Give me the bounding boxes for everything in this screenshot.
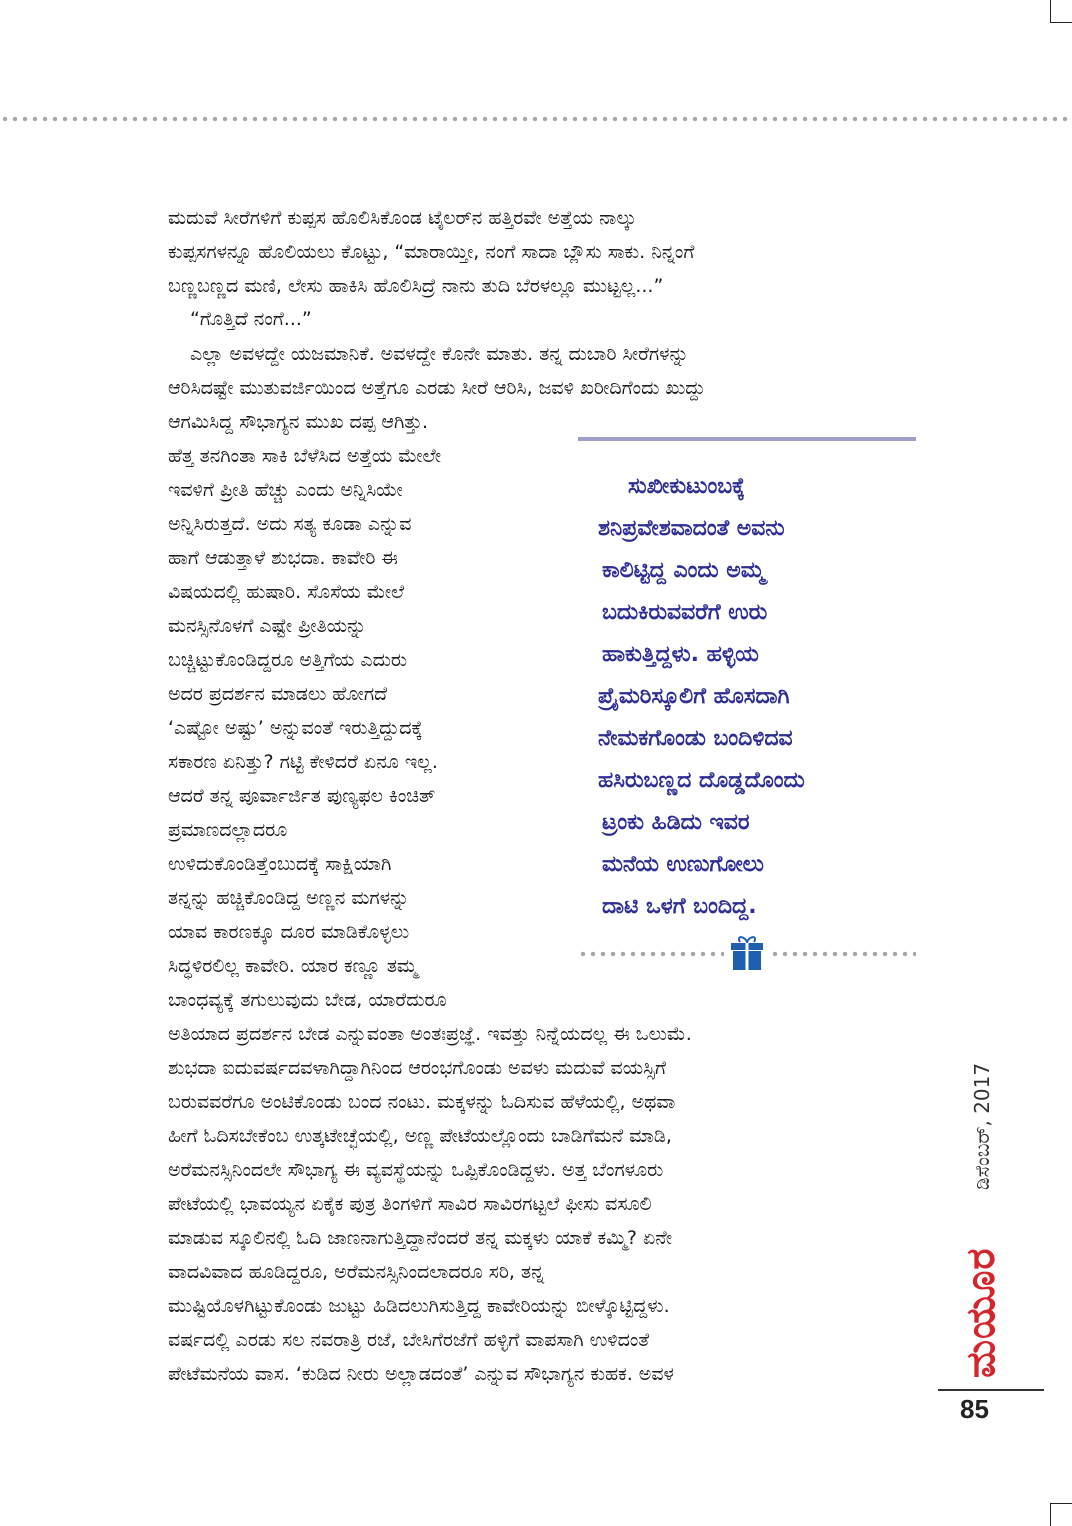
column-line: ಸಿದ್ಧಳಿರಲಿಲ್ಲ ಕಾವೇರಿ. ಯಾರ ಕಣ್ಣೂ ತಮ್ಮ xyxy=(168,955,418,977)
column-line: ‘ಎಷ್ಟೋ ಅಷ್ಟು’ ಅನ್ನುವಂತೆ ಇರುತ್ತಿದ್ದುದಕ್ಕೆ xyxy=(168,717,423,739)
body-line: ಮುಷ್ಟಿಯೊಳಗಿಟ್ಟುಕೊಂಡು ಜುಟ್ಟು ಹಿಡಿದಲುಗಿಸುತ್ತಿದ್ದ ಕಾವೇರಿಯನ್ನು ಬೀಳ್ಕೊಟ್ಟಿದ್ದಳು. xyxy=(168,1295,670,1317)
pull-quote-dotted-rule-left xyxy=(578,951,724,957)
body-line: ಪೇಟೆಮನೆಯ ವಾಸ. ‘ಕುಡಿದ ನೀರು ಅಲ್ಲಾಡದಂತೆ’ ಎನ್ನುವ ಸೌಭಾಗ್ಯನ ಕುಹಕ. ಅವಳ xyxy=(168,1363,674,1385)
body-line: ಆಗಮಿಸಿದ್ದ ಸೌಭಾಗ್ಯನ ಮುಖ ದಪ್ಪ ಆಗಿತ್ತು. xyxy=(168,411,429,433)
page-number: 85 xyxy=(960,1394,989,1424)
top-dotted-rule xyxy=(0,116,1072,122)
column-line: ಆದರೆ ತನ್ನ ಪೂರ್ವಾರ್ಜಿತ ಪುಣ್ಯಫಲ ಕಿಂಚಿತ್ xyxy=(168,785,436,807)
body-line: ಎಲ್ಲಾ ಅವಳದ್ದೇ ಯಜಮಾನಿಕೆ. ಅವಳದ್ದೇ ಕೊನೇ ಮಾತು. ತನ್ನ ದುಬಾರಿ ಸೀರೆಗಳನ್ನು xyxy=(190,343,689,365)
pull-quote-line: ಹಾಕುತ್ತಿದ್ದಳು. ಹಳ್ಳಿಯ xyxy=(602,642,759,667)
column-line: ಇವಳಿಗೆ ಪ್ರೀತಿ ಹೆಚ್ಚು ಎಂದು ಅನ್ನಿಸಿಯೇ xyxy=(168,479,403,501)
body-line: ಅರೆಮನಸ್ಸಿನಿಂದಲೇ ಸೌಭಾಗ್ಯ ಈ ವ್ಯವಸ್ಥೆಯನ್ನು ಒಪ್ಪಿಕೊಂಡಿದ್ದಳು. ಅತ್ತ ಬೆಂಗಳೂರು xyxy=(168,1159,664,1181)
pull-quote-dotted-rule-right xyxy=(770,951,916,957)
page-number-rule xyxy=(938,1389,1044,1391)
column-line: ಹಾಗೆ ಆಡುತ್ತಾಳೆ ಶುಭದಾ. ಕಾವೇರಿ ಈ xyxy=(168,547,398,569)
column-line: ತನ್ನನ್ನು ಹಚ್ಚಿಕೊಂಡಿದ್ದ ಅಣ್ಣನ ಮಗಳನ್ನು xyxy=(168,887,410,909)
column-line: ಪ್ರಮಾಣದಲ್ಲಾದರೂ xyxy=(168,819,288,841)
pull-quote-line: ಕಾಲಿಟ್ಟಿದ್ದ ಎಂದು ಅಮ್ಮ xyxy=(602,558,765,583)
pull-quote-line: ನೇಮಕಗೊಂಡು ಬಂದಿಳಿದವ xyxy=(598,726,793,751)
pull-quote-line: ಬದುಕಿರುವವರೆಗೆ ಉರು xyxy=(602,600,768,625)
column-line: ಬಾಂಧವ್ಯಕ್ಕೆ ತಗುಲುವುದು ಬೇಡ, ಯಾರೆದುರೂ xyxy=(168,989,447,1011)
column-line: ಬಚ್ಚಿಟ್ಟುಕೊಂಡಿದ್ದರೂ ಅತ್ತಿಗೆಯ ಎದುರು xyxy=(168,649,407,671)
pull-quote-line: ದಾಟಿ ಒಳಗೆ ಬಂದಿದ್ದ. xyxy=(602,894,757,919)
crop-mark-top-right xyxy=(1050,0,1072,23)
pull-quote-line: ಸುಖೀಕುಟುಂಬಕ್ಕೆ xyxy=(628,474,746,499)
column-line: ಸಕಾರಣ ಏನಿತ್ತು? ಗಟ್ಟಿ ಕೇಳಿದರೆ ಏನೂ ಇಲ್ಲ. xyxy=(168,751,438,773)
body-line: ಆರಿಸಿದಷ್ಟೇ ಮುತುವರ್ಜಿಯಿಂದ ಅತ್ತೆಗೂ ಎರಡು ಸೀರೆ ಆರಿಸಿ, ಜವಳಿ ಖರೀದಿಗೆಂದು ಖುದ್ದು xyxy=(168,377,706,399)
pull-quote-line: ಪ್ರೈಮರಿಸ್ಕೂಲಿಗೆ ಹೊಸದಾಗಿ xyxy=(598,684,790,709)
column-line: ವಿಷಯದಲ್ಲಿ ಹುಷಾರಿ. ಸೊಸೆಯ ಮೇಲೆ xyxy=(168,581,405,603)
crop-mark-bottom-right xyxy=(1050,1503,1072,1526)
body-line: ಬರುವವರೆಗೂ ಅಂಟಿಕೊಂಡು ಬಂದ ನಂಟು. ಮಕ್ಕಳನ್ನು ಓದಿಸುವ ಹೆಳೆಯಲ್ಲಿ, ಅಥವಾ xyxy=(168,1091,676,1113)
body-line: “ಗೊತ್ತಿದೆ ನಂಗೆ...” xyxy=(190,308,312,330)
pull-quote-line: ಮನೆಯ ಉಣುಗೋಲು xyxy=(602,852,764,877)
column-line: ಅದರ ಪ್ರದರ್ಶನ ಮಾಡಲು ಹೋಗದೆ xyxy=(168,683,388,705)
body-line: ಮಾಡುವ ಸ್ಕೂಲಿನಲ್ಲಿ ಓದಿ ಜಾಣನಾಗುತ್ತಿದ್ದಾನೆಂದರೆ ತನ್ನ ಮಕ್ಕಳು ಯಾಕೆ ಕಮ್ಮಿ? ಏನೇ xyxy=(168,1227,673,1249)
body-line: ವಾದವಿವಾದ ಹೂಡಿದ್ದರೂ, ಅರೆಮನಸ್ಸಿನಿಂದಲಾದರೂ ಸರಿ, ತನ್ನ xyxy=(168,1261,545,1283)
gift-icon xyxy=(728,933,766,971)
body-line: ಬಣ್ಣಬಣ್ಣದ ಮಣಿ, ಲೇಸು ಹಾಕಿಸಿ ಹೊಲಿಸಿದ್ರೆ ನಾನು ತುದಿ ಬೆರಳಲ್ಲೂ ಮುಟ್ಟಲ್ಲ...” xyxy=(168,275,664,297)
column-line: ಹೆತ್ತ ತನಗಿಂತಾ ಸಾಕಿ ಬೆಳೆಸಿದ ಅತ್ತೆಯ ಮೇಲೇ xyxy=(168,445,442,467)
column-line: ಯಾವ ಕಾರಣಕ್ಕೂ ದೂರ ಮಾಡಿಕೊಳ್ಳಲು xyxy=(168,921,410,943)
body-line: ಶುಭದಾ ಐದುವರ್ಷದವಳಾಗಿದ್ದಾಗಿನಿಂದ ಆರಂಭಗೊಂಡು ಅವಳು ಮದುವೆ ವಯಸ್ಸಿಗೆ xyxy=(168,1057,667,1079)
column-line: ಅನ್ನಿಸಿರುತ್ತದೆ. ಅದು ಸತ್ಯ ಕೂಡಾ ಎನ್ನುವ xyxy=(168,513,412,535)
body-line: ಅತಿಯಾದ ಪ್ರದರ್ಶನ ಬೇಡ ಎನ್ನುವಂತಾ ಅಂತಃಪ್ರಜ್ಞೆ. ಇವತ್ತು ನಿನ್ನೆಯದಲ್ಲ ಈ ಒಲುಮೆ. xyxy=(168,1023,692,1045)
body-line: ಕುಪ್ಪಸಗಳನ್ನೂ ಹೊಲಿಯಲು ಕೊಟ್ಟು, “ಮಾರಾಯ್ತೀ, ನಂಗೆ ಸಾದಾ ಬ್ಲೌಸು ಸಾಕು. ನಿನ್ನಂಗೆ xyxy=(168,241,695,263)
column-line: ಉಳಿದುಕೊಂಡಿತ್ತೆಂಬುದಕ್ಕೆ ಸಾಕ್ಷಿಯಾಗಿ xyxy=(168,853,392,875)
column-line: ಮನಸ್ಸಿನೊಳಗೆ ಎಷ್ಟೇ ಪ್ರೀತಿಯನ್ನು xyxy=(168,615,367,637)
pull-quote-top-rule xyxy=(578,437,916,441)
body-line: ಹೀಗೆ ಓದಿಸಬೇಕೆಂಬ ಉತ್ಕಟೇಚ್ಛೆಯಲ್ಲಿ, ಅಣ್ಣ ಪೇಟೆಯಲ್ಲೊಂದು ಬಾಡಿಗೆಮನೆ ಮಾಡಿ, xyxy=(168,1125,672,1147)
body-line: ಮದುವೆ ಸೀರೆಗಳಿಗೆ ಕುಪ್ಪಸ ಹೊಲಿಸಿಕೊಂಡ ಟೈಲರ್‌ನ ಹತ್ತಿರವೇ ಅತ್ತೆಯ ನಾಲ್ಕು xyxy=(168,207,637,229)
body-line: ವರ್ಷದಲ್ಲಿ ಎರಡು ಸಲ ನವರಾತ್ರಿ ರಜೆ, ಬೇಸಿಗೆರಜೆಗೆ ಹಳ್ಳಿಗೆ ವಾಪಸಾಗಿ ಉಳಿದಂತೆ xyxy=(168,1329,650,1351)
pull-quote-line: ಹಸಿರುಬಣ್ಣದ ದೊಡ್ಡದೊಂದು xyxy=(598,768,805,793)
pull-quote-line: ಟ್ರಂಕು ಹಿಡಿದು ಇವರ xyxy=(602,810,750,835)
pull-quote-line: ಶನಿಪ್ರವೇಶವಾದಂತೆ ಅವನು xyxy=(598,516,785,541)
body-line: ಪೇಟೆಯಲ್ಲಿ ಭಾವಯ್ಯನ ಏಕೈಕ ಪುತ್ರ ತಿಂಗಳಿಗೆ ಸಾವಿರ ಸಾವಿರಗಟ್ಟಲೆ ಫೀಸು ವಸೂಲಿ xyxy=(168,1193,652,1215)
